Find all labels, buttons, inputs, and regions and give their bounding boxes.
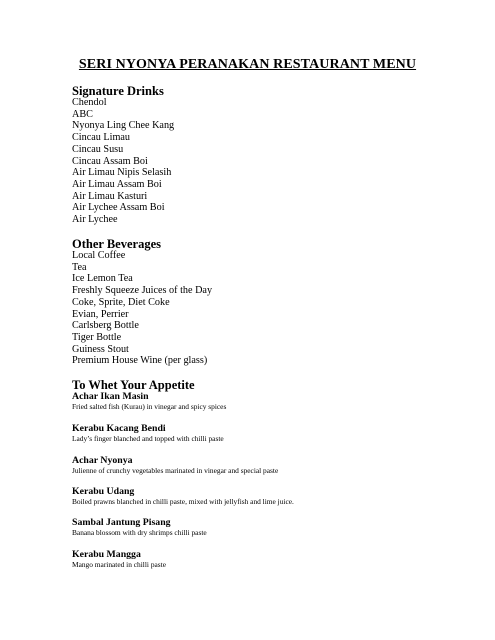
dish-description: Lady’s finger blanched and topped with chilli paste [72,434,224,443]
list-item: Evian, Perrier [72,308,129,320]
list-item: Tea [72,261,87,273]
dish-item [72,455,278,476]
list-item: Local Coffee [72,250,126,261]
list-item: Chendol [72,97,107,108]
section-heading-other-beverages: Other Beverages [72,237,161,251]
list-item: Air Limau Assam Boi [72,178,162,190]
dish-item [72,391,226,412]
list-item: Cincau Limau [72,132,130,144]
dish-description: Boiled prawns blanched in chilli paste, mixed with jellyfish and lime juice. [72,497,294,506]
list-item: Nyonya Ling Chee Kang [72,120,175,132]
dish-name: Achar Nyonya [72,455,133,466]
page-title: SERI NYONYA PERANAKAN RESTAURANT MENU [78,57,417,72]
list-item: ABC [72,108,93,120]
dish-description: Banana blossom with dry shrimps chilli paste [72,528,207,537]
dish-item [72,549,166,570]
signature-drinks-list [72,97,174,226]
dish-item [72,486,294,507]
list-item: Guiness Stout [72,343,129,355]
section-heading-appetite: To Whet Your Appetite [72,378,195,392]
list-item: Premium House Wine (per glass) [72,355,208,367]
dish-name: Sambal Jantung Pisang [72,517,171,528]
dish-name: Kerabu Mangga [72,549,141,560]
dish-name: Kerabu Kacang Bendi [72,423,166,434]
dish-item [72,517,207,538]
list-item: Tiger Bottle [72,331,122,343]
section-heading-signature-drinks: Signature Drinks [72,84,164,98]
list-item: Cincau Susu [72,143,124,155]
dish-description: Julienne of crunchy vegetables marinated in vinegar and special paste [72,466,279,475]
dish-description: Fried salted fish (Kurau) in vinegar and spicy spices [72,402,227,411]
list-item: Air Limau Nipis Selasih [72,167,172,179]
list-item: Air Lychee [72,214,118,226]
list-item: Carlsberg Bottle [72,320,139,332]
list-item: Coke, Sprite, Diet Coke [72,296,170,308]
dish-description: Mango marinated in chilli paste [72,560,166,569]
dish-item [72,423,224,444]
list-item: Cincau Assam Boi [72,155,148,167]
dish-name: Achar Ikan Masin [72,391,149,402]
list-item: Freshly Squeeze Juices of the Day [72,285,213,297]
other-beverages-list [72,250,212,367]
dish-name: Kerabu Udang [72,486,135,497]
list-item: Air Lychee Assam Boi [72,202,165,214]
list-item: Ice Lemon Tea [72,273,133,285]
list-item: Air Limau Kasturi [72,190,148,202]
